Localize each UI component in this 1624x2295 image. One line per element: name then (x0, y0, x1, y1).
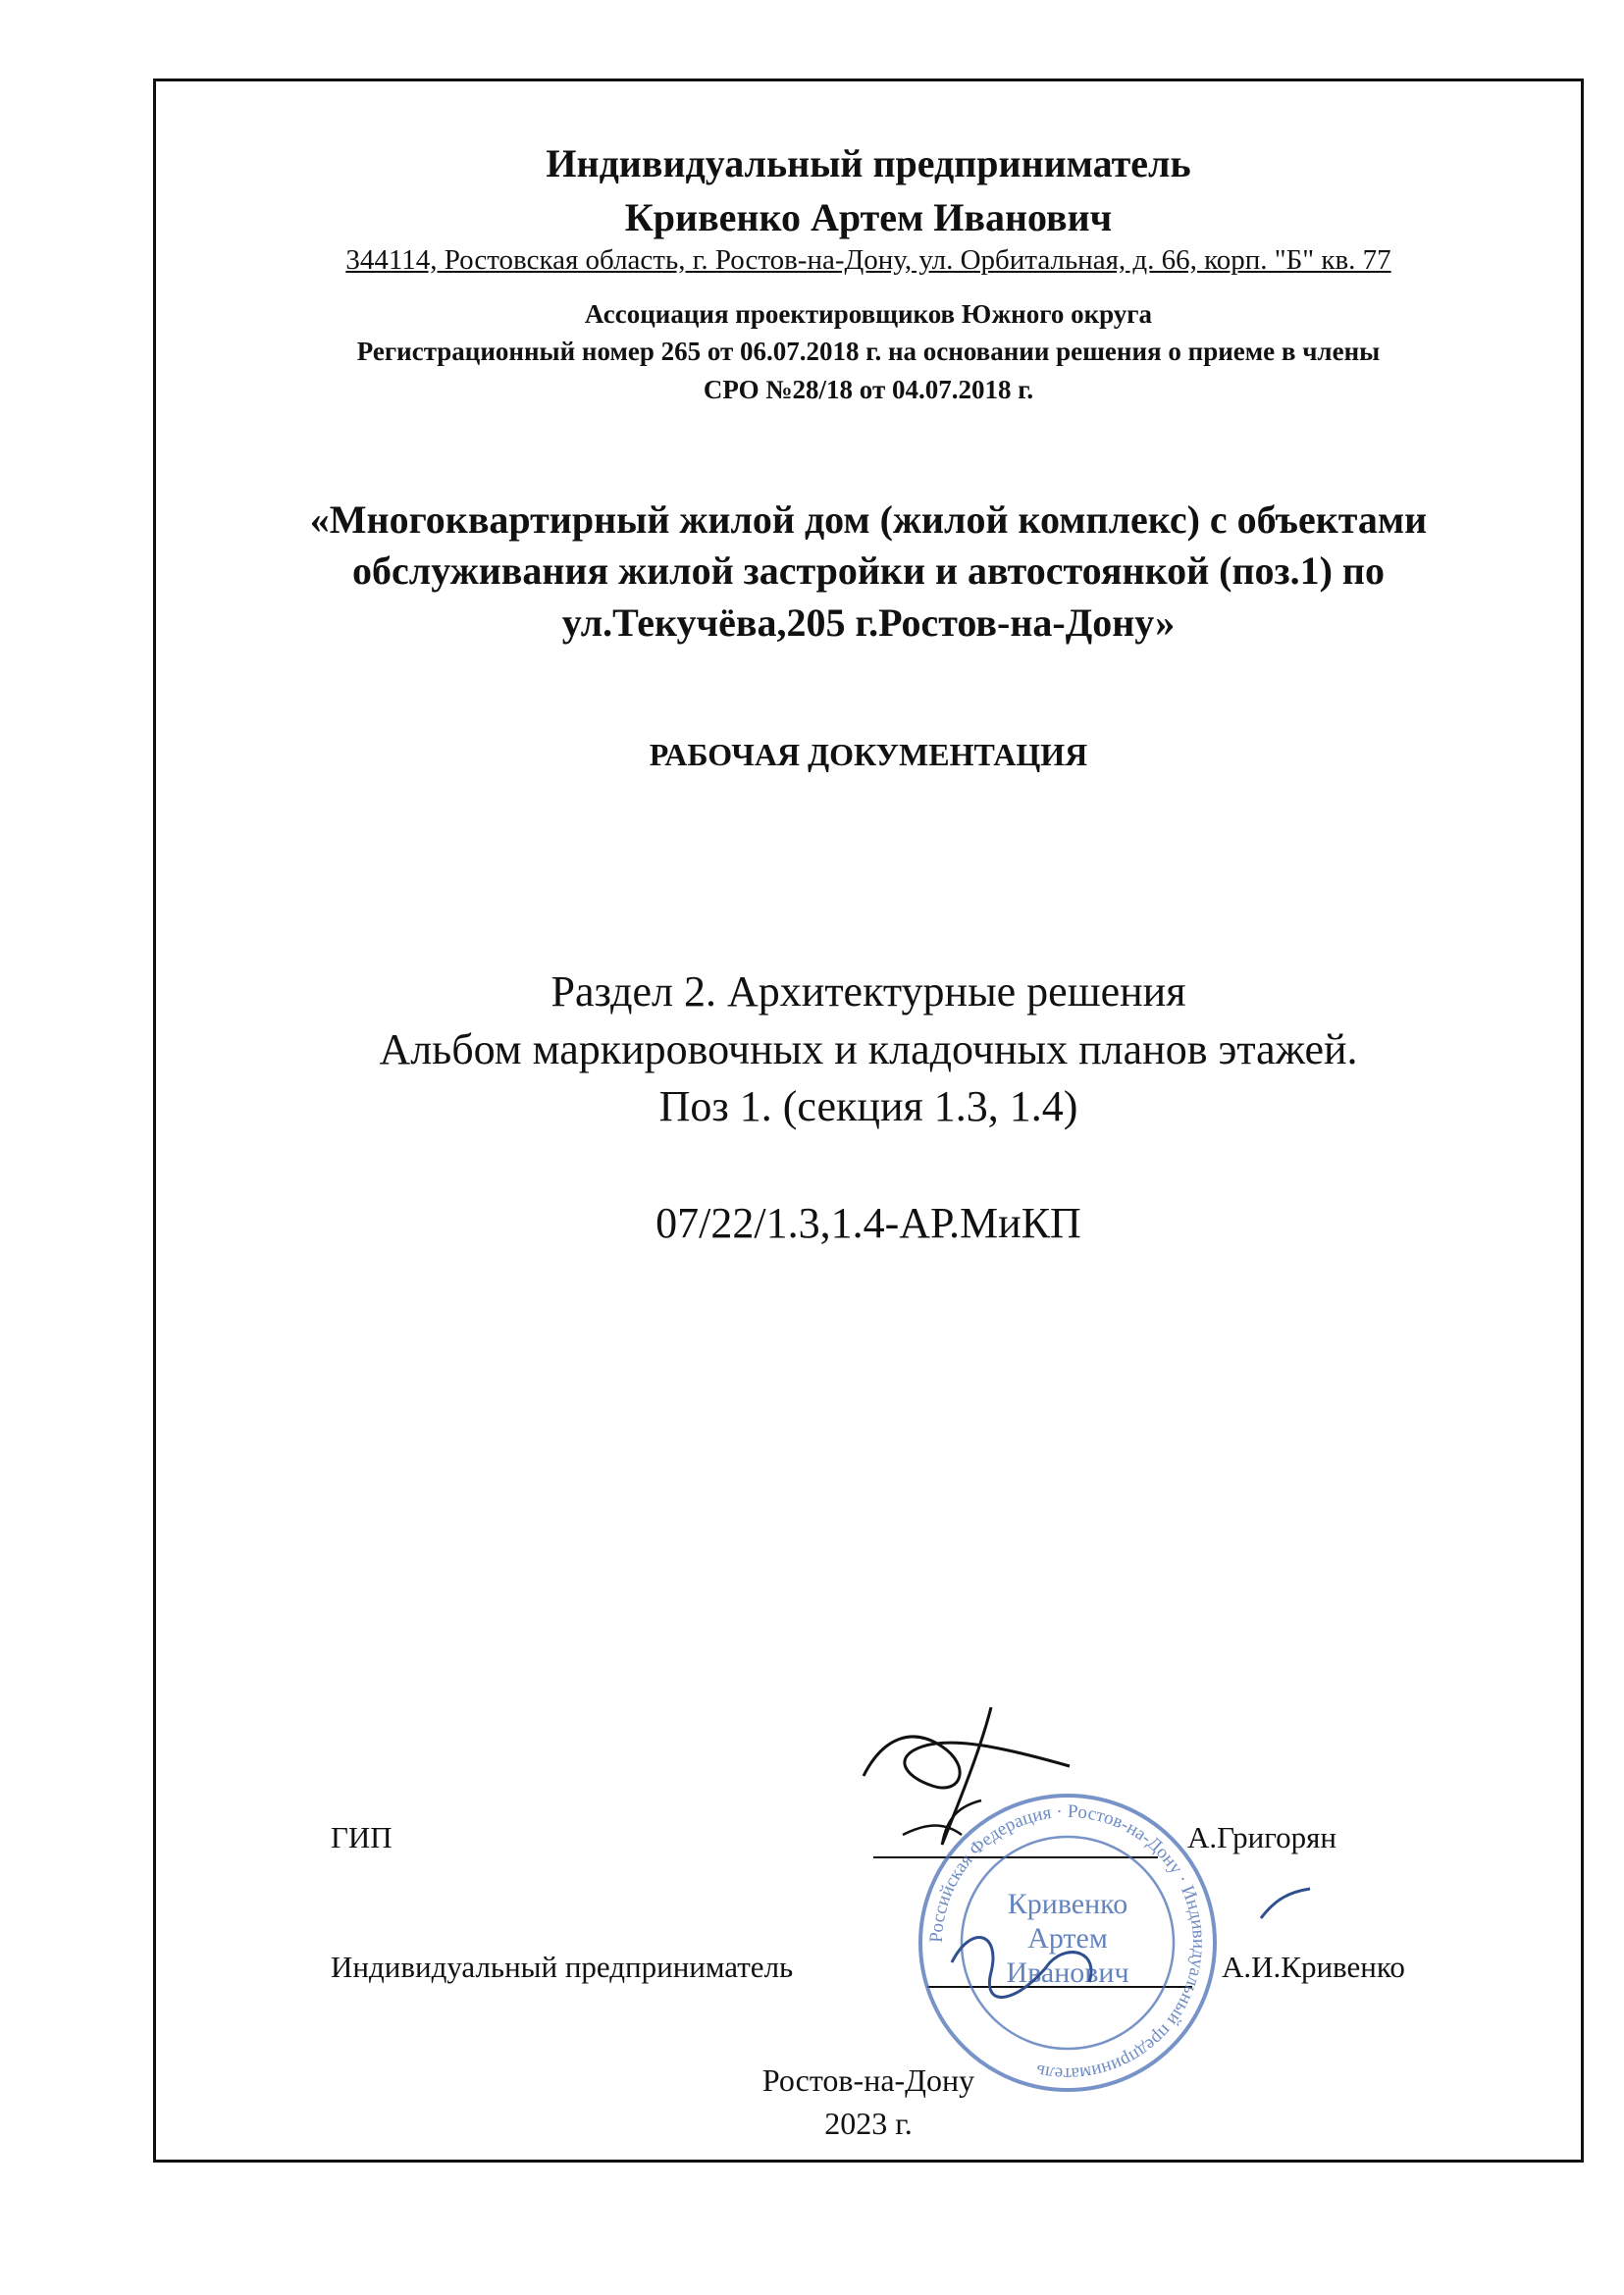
stamp-ring-textpath: Российская Федерация · Ростов-на-Дону · Индивидуальный предприниматель (925, 1800, 1210, 2085)
registration-line1: Регистрационный номер 265 от 06.07.2018 г. на основании решения о приеме в члены (356, 337, 1381, 366)
association-name: Ассоциация проектировщиков Южного округа (584, 299, 1153, 329)
project-title-line3: ул.Текучёва,205 г.Ростов-на-Дону» (561, 600, 1176, 645)
handwritten-mark-icon (1256, 1884, 1315, 1923)
footer-city: Ростов-на-Дону (761, 2062, 975, 2098)
project-title-line2: обслуживания жилой застройки и автостоянкой (поз.1) по (352, 548, 1385, 593)
project-title-line1: «Многоквартирный жилой дом (жилой комплекс) с объектами (309, 497, 1428, 542)
org-name-line1: Индивидуальный предприниматель (546, 141, 1191, 185)
signature-name-ip: А.И.Кривенко (1222, 1950, 1405, 1984)
stamp-center-line1: Кривенко (1007, 1888, 1128, 1920)
stamp-center-line3: Иванович (1006, 1956, 1129, 1989)
org-address (153, 244, 1584, 277)
signature-role-ip: Индивидуальный предприниматель (331, 1950, 794, 1984)
registration-line2: СРО №28/18 от 04.07.2018 г. (703, 375, 1034, 404)
org-name-line2: Кривенко Артем Иванович (624, 195, 1113, 239)
handwritten-signature-ip (942, 1894, 1158, 2031)
section-line2: Альбом маркировочных и кладочных планов этажей. (379, 1025, 1358, 1073)
document-type: РАБОЧАЯ ДОКУМЕНТАЦИЯ (649, 737, 1088, 772)
section-line1: Раздел 2. Архитектурные решения (550, 967, 1186, 1016)
footer-year: 2023 г. (824, 2106, 913, 2141)
document-code: 07/22/1.3,1.4-АР.МиКП (655, 1199, 1081, 1247)
signature-role-gip: ГИП (331, 1820, 393, 1854)
org-address-text: 344114, Ростовская область, г. Ростов-на-Дону, ул. Орбитальная, д. 66, корп. "Б" кв. 77 (345, 244, 1391, 276)
section-line3: Поз 1. (секция 1.3, 1.4) (658, 1082, 1078, 1130)
signature-name-gip: А.Григорян (1187, 1820, 1336, 1854)
stamp-center-line2: Артем (1027, 1922, 1108, 1955)
